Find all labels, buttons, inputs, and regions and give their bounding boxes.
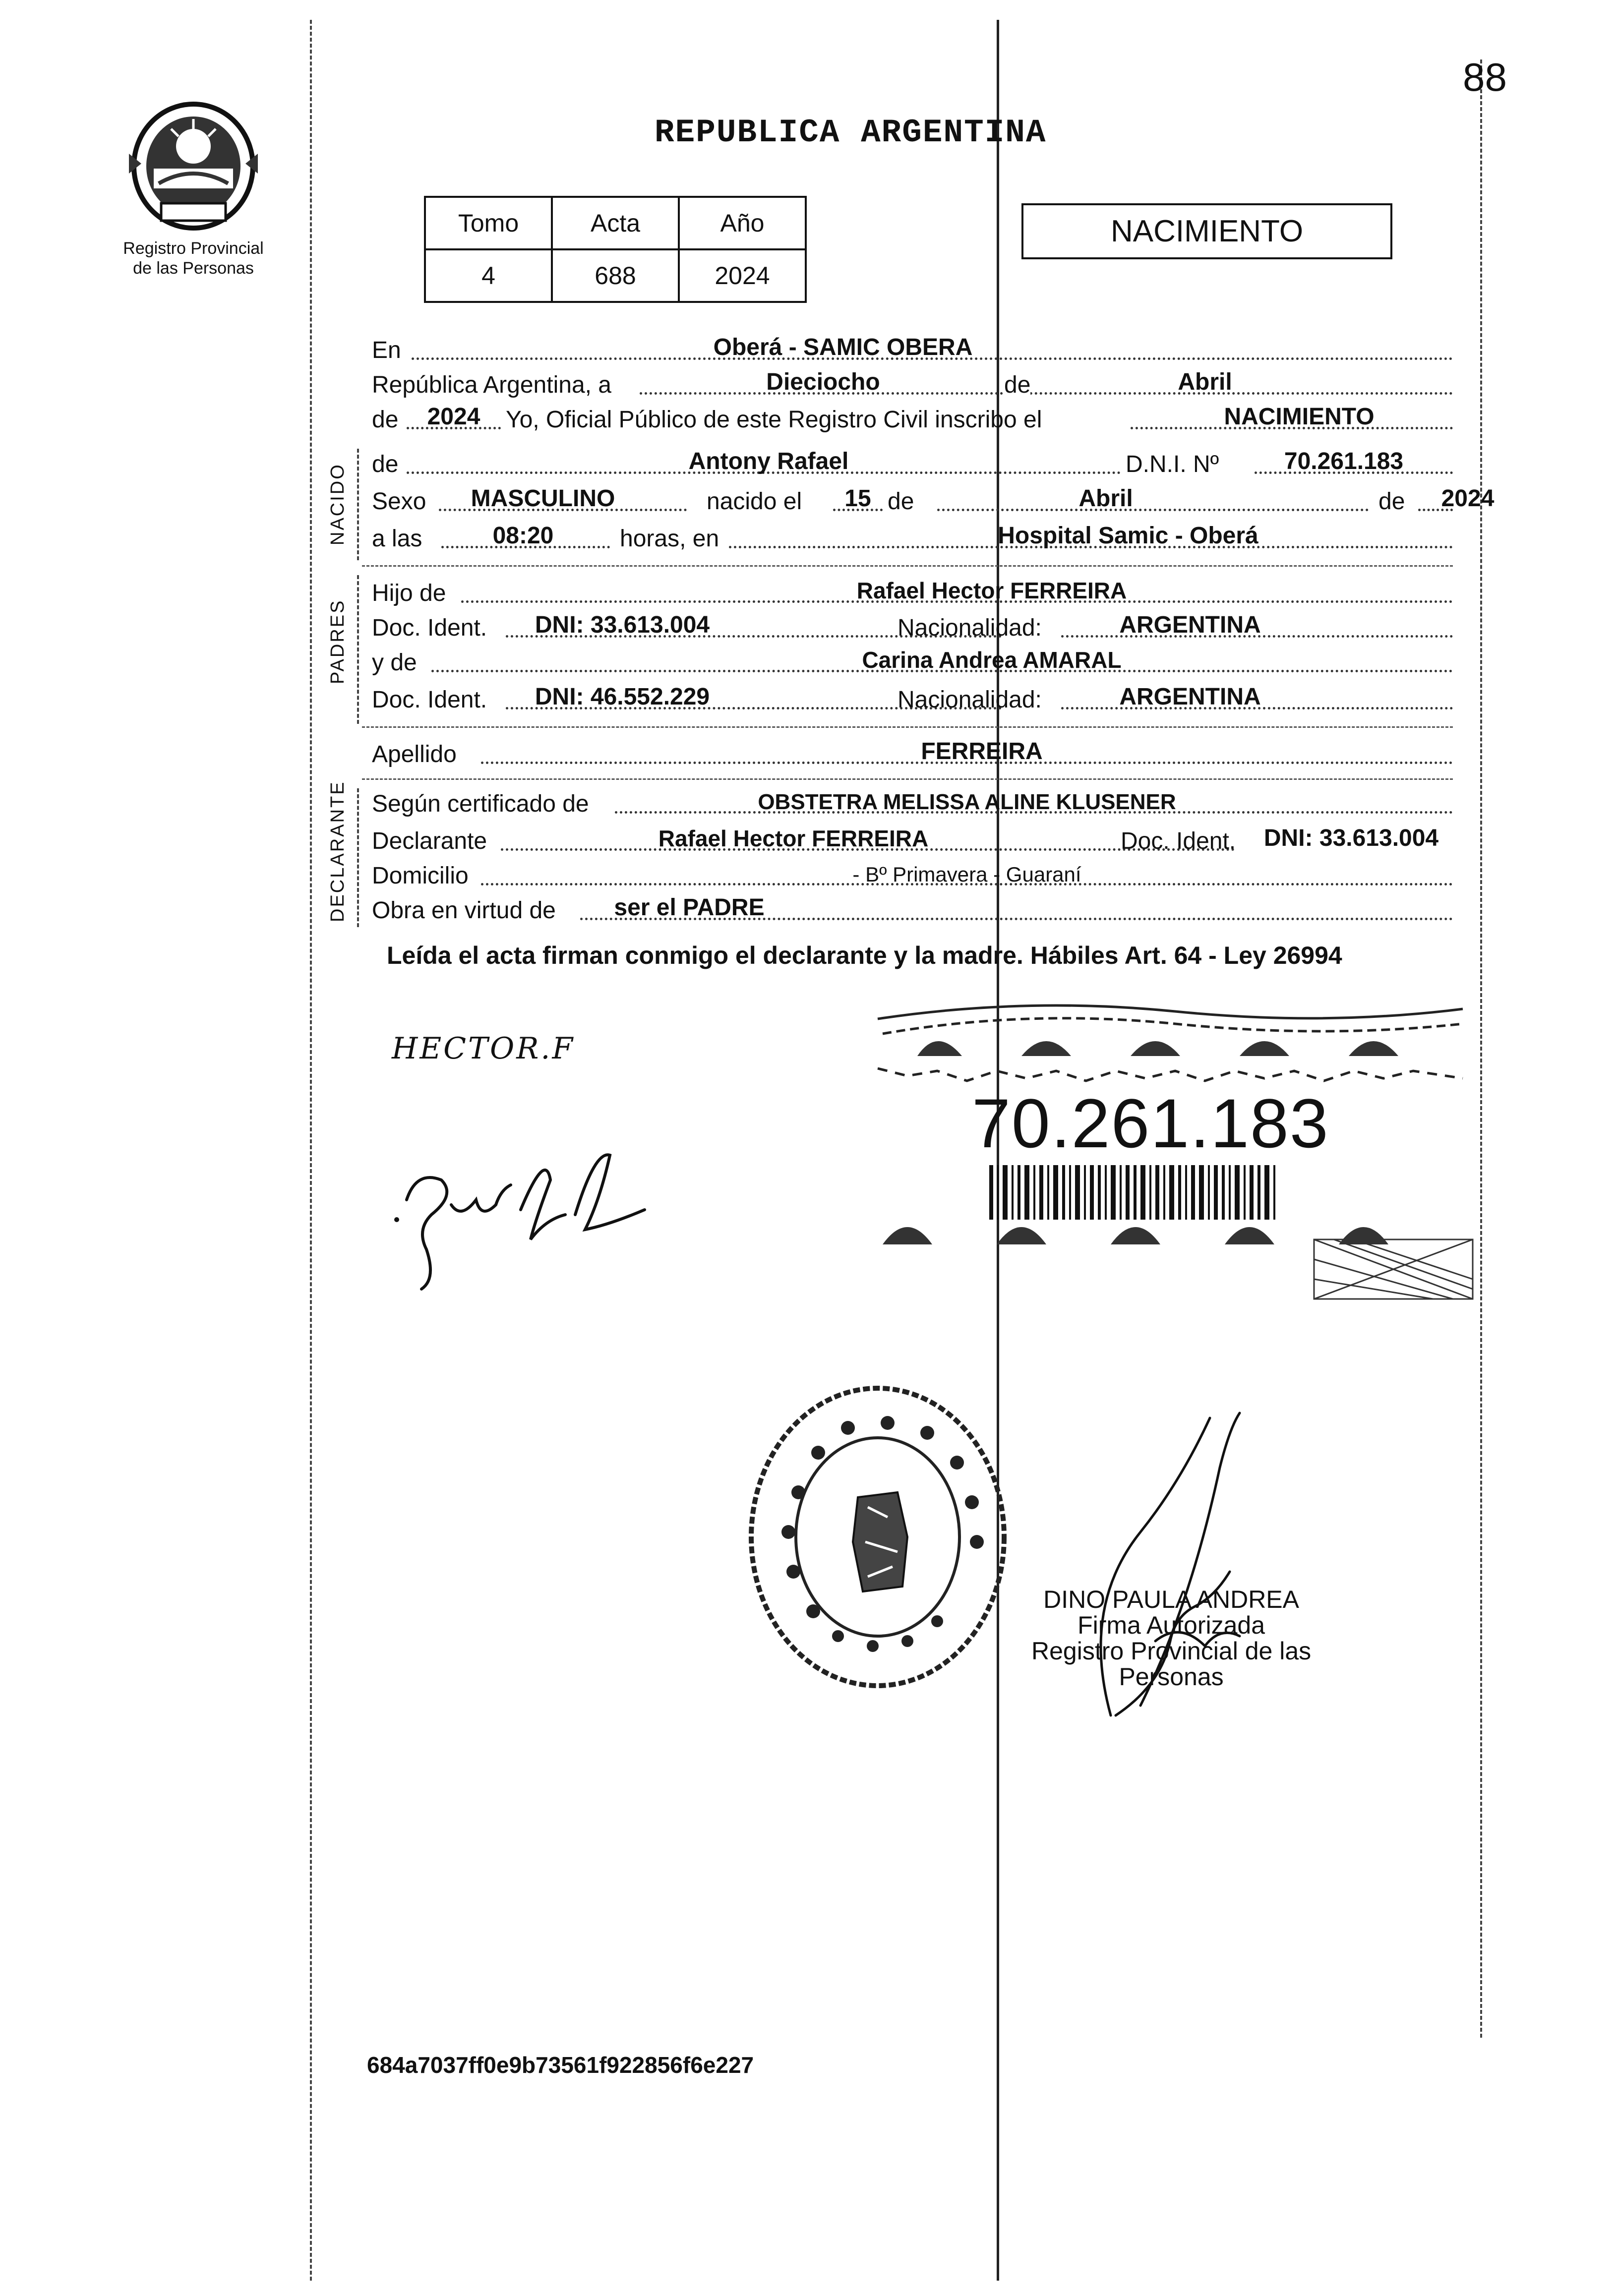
mother-doc-value: DNI: 46.552.229	[535, 684, 710, 710]
tomo-value: 4	[425, 249, 552, 302]
misiones-seal-icon	[119, 99, 268, 233]
acta-value: 688	[552, 249, 679, 302]
document-hash: 684a7037ff0e9b73561f922856f6e227	[367, 2052, 754, 2078]
closing-statement: Leída el acta firman conmigo el declarante y la madre. Hábiles Art. 64 - Ley 26994	[387, 942, 1342, 969]
sexo-label: Sexo	[372, 488, 426, 515]
mother-nat-label: Nacionalidad:	[898, 687, 1042, 713]
dni-label: D.N.I. Nº	[1126, 451, 1219, 477]
row-sexo	[372, 483, 1495, 518]
authority-line4: Personas	[1119, 1663, 1224, 1691]
nacido-el-label: nacido el	[707, 488, 802, 515]
registry-logo	[109, 99, 278, 278]
declarant-signature	[387, 1140, 734, 1289]
hijo-de-label: Hijo de	[372, 580, 446, 606]
sticker-dni-number: 70.261.183	[972, 1084, 1329, 1162]
declarante-label: Declarante	[372, 828, 487, 854]
declarante-doc-value: DNI: 33.613.004	[1263, 825, 1439, 851]
birth-day-value: 15	[844, 485, 871, 512]
de1-label: de	[888, 488, 914, 515]
mother-nationality-value: ARGENTINA	[1119, 684, 1261, 710]
father-doc-value: DNI: 33.613.004	[535, 612, 710, 638]
row-nacido-name	[372, 446, 1453, 481]
a-las-label: a las	[372, 526, 422, 552]
en-label: En	[372, 337, 401, 363]
row-certificado	[372, 786, 1453, 821]
row-padre	[372, 575, 1453, 610]
horas-label: horas, en	[620, 526, 719, 552]
row-en	[372, 332, 1453, 367]
birth-month-value: Abril	[1078, 485, 1133, 512]
document-type-box: NACIMIENTO	[1021, 203, 1392, 259]
apellido-value: FERREIRA	[921, 738, 1043, 765]
certificado-value: OBSTETRA MELISSA ALINE KLUSENER	[758, 790, 1176, 814]
document-title: REPUBLICA ARGENTINA	[655, 114, 1047, 151]
padres-section-line	[357, 575, 359, 724]
birth-year-value: 2024	[1441, 485, 1495, 512]
father-doc-label: Doc. Ident.	[372, 615, 487, 641]
logo-caption: Registro Provincial de las Personas	[123, 239, 264, 278]
row-declarante	[372, 823, 1453, 858]
authority-name: DINO PAULA ANDREA	[1043, 1586, 1300, 1613]
row-madre-doc	[372, 682, 1453, 716]
month-value: Abril	[1178, 369, 1232, 395]
republica-label: República Argentina, a	[372, 372, 611, 398]
anio-header: Año	[679, 197, 806, 249]
row-domicilio	[372, 858, 1453, 892]
inscribo-text: Yo, Oficial Público de este Registro Civil inscribo el	[506, 407, 1042, 433]
father-nationality-value: ARGENTINA	[1119, 612, 1261, 638]
domicilio-value: - Bº Primavera - Guaraní	[852, 863, 1081, 886]
row-anio	[372, 402, 1453, 436]
registry-table	[424, 196, 807, 303]
declarante-section-line	[357, 788, 359, 927]
obra-label: Obra en virtud de	[372, 897, 556, 924]
de-label: de	[1004, 372, 1031, 398]
row-apellido	[372, 736, 1453, 771]
en-value: Oberá - SAMIC OBERA	[713, 334, 973, 360]
mother-name-value: Carina Andrea AMARAL	[862, 647, 1122, 673]
official-signature	[1081, 1408, 1329, 1755]
separator-2	[362, 726, 1453, 728]
year-value: 2024	[427, 404, 480, 430]
handwritten-name: HECTOR.F	[392, 1031, 575, 1066]
nacido-de-label: de	[372, 451, 399, 477]
acta-header: Acta	[552, 197, 679, 249]
birth-place-value: Hospital Samic - Oberá	[998, 523, 1258, 549]
father-name-value: Rafael Hector FERREIRA	[856, 578, 1127, 603]
anio-de-label: de	[372, 407, 399, 433]
authority-block	[1031, 1587, 1311, 1690]
nacido-section-label: NACIDO	[327, 463, 348, 545]
birth-time-value: 08:20	[492, 523, 554, 549]
declarante-doc-label: Doc. Ident.	[1121, 828, 1236, 854]
declarante-value: Rafael Hector FERREIRA	[658, 825, 929, 851]
de2-label: de	[1378, 488, 1405, 515]
father-nat-label: Nacionalidad:	[898, 615, 1042, 641]
certificado-label: Según certificado de	[372, 791, 589, 817]
separator-1	[362, 565, 1453, 567]
child-name-value: Antony Rafael	[688, 448, 849, 474]
child-dni-value: 70.261.183	[1284, 448, 1404, 474]
registry-stamp	[739, 1378, 1017, 1715]
left-margin-line	[310, 20, 312, 2281]
tomo-header: Tomo	[425, 197, 552, 249]
apellido-label: Apellido	[372, 741, 457, 767]
anio-value: 2024	[679, 249, 806, 302]
separator-3	[362, 778, 1453, 780]
row-madre	[372, 645, 1453, 679]
inscription-type-value: NACIMIENTO	[1224, 404, 1375, 430]
nacido-section-line	[357, 449, 359, 560]
row-padre-doc	[372, 610, 1453, 645]
page-number: 88	[1463, 55, 1507, 99]
sexo-value: MASCULINO	[471, 485, 615, 512]
row-obra	[372, 892, 1453, 927]
y-de-label: y de	[372, 649, 417, 676]
day-value: Dieciocho	[766, 369, 880, 395]
row-hora	[372, 521, 1453, 555]
authority-line2: Firma Autorizada	[1077, 1611, 1265, 1639]
authority-line3: Registro Provincial de las	[1031, 1637, 1312, 1665]
declarante-section-label: DECLARANTE	[327, 780, 348, 922]
obra-value: ser el PADRE	[614, 894, 765, 921]
row-republica	[372, 367, 1453, 402]
mother-doc-label: Doc. Ident.	[372, 687, 487, 713]
padres-section-label: PADRES	[327, 599, 348, 684]
domicilio-label: Domicilio	[372, 863, 469, 889]
